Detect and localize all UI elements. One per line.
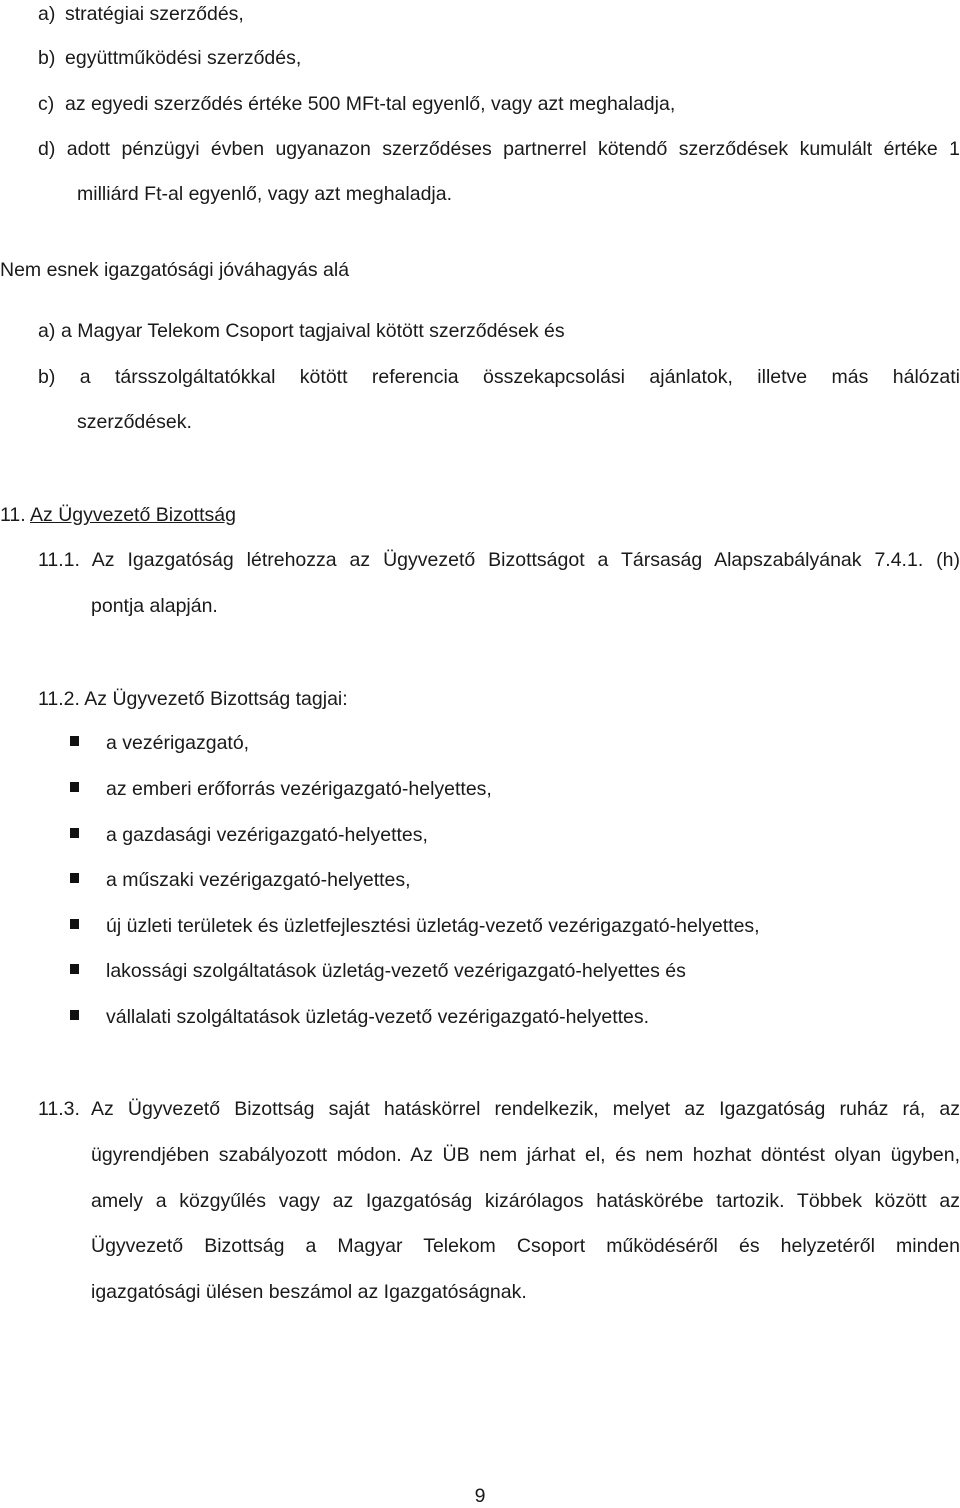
member-item: az emberi erőforrás vezérigazgató-helyettes, bbox=[106, 778, 492, 800]
paragraph-11-1 bbox=[38, 548, 960, 572]
approval-item-b bbox=[38, 46, 301, 70]
item-label: b) bbox=[38, 47, 56, 69]
item-text: együttműködési szerződés, bbox=[65, 47, 302, 69]
member-item: vállalati szolgáltatások üzletág-vezető vezérigazgató-helyettes. bbox=[106, 1006, 650, 1028]
paragraph-number: 11.1. bbox=[38, 549, 80, 571]
exemption-intro: Nem esnek igazgatósági jóváhagyás alá bbox=[0, 259, 350, 281]
paragraph-text: Az Ügyvezető Bizottság tagjai: bbox=[84, 688, 348, 710]
paragraph-line: Ügyvezető Bizottság a Magyar Telekom Csoport működéséről és helyzetéről minden bbox=[91, 1235, 960, 1257]
page-number: 9 bbox=[474, 1485, 486, 1507]
paragraph-line: igazgatósági ülésen beszámol az Igazgatóságnak. bbox=[91, 1281, 527, 1303]
item-label: b) bbox=[38, 366, 56, 388]
paragraph-11-2 bbox=[38, 687, 348, 711]
paragraph-text: Az Igazgatóság létrehozza az Ügyvezető Bizottságot a Társaság Alapszabályának 7.4.1. (h) bbox=[91, 549, 960, 571]
square-bullet-icon bbox=[70, 1010, 79, 1020]
item-label: d) bbox=[38, 138, 56, 160]
paragraph-line: Az Ügyvezető Bizottság saját hatáskörrel rendelkezik, melyet az Igazgatóság ruház rá, az bbox=[91, 1098, 960, 1120]
section-title: Az Ügyvezető Bizottság bbox=[30, 504, 236, 526]
paragraph-number: 11.3. bbox=[38, 1098, 80, 1120]
paragraph-line: ügyrendjében szabályozott módon. Az ÜB nem járhat el, és nem hozhat döntést olyan ügyben, bbox=[91, 1144, 960, 1166]
item-text: a társszolgáltatókkal kötött referencia összekapcsolási ajánlatok, illetve más hálózati bbox=[79, 366, 960, 388]
paragraph-number: 11.2. bbox=[38, 688, 80, 710]
square-bullet-icon bbox=[70, 736, 79, 746]
square-bullet-icon bbox=[70, 873, 79, 883]
approval-item-a bbox=[38, 2, 244, 26]
member-item: a vezérigazgató, bbox=[106, 732, 250, 754]
approval-item-d bbox=[38, 137, 960, 161]
item-label: a) bbox=[38, 3, 56, 25]
square-bullet-icon bbox=[70, 919, 79, 929]
member-item: a műszaki vezérigazgató-helyettes, bbox=[106, 869, 411, 891]
section-heading bbox=[0, 503, 236, 527]
item-text: az egyedi szerződés értéke 500 MFt-tal egyenlő, vagy azt meghaladja, bbox=[65, 93, 676, 115]
exemption-item-b bbox=[38, 365, 960, 389]
exemption-item-b-continuation: szerződések. bbox=[77, 411, 192, 433]
item-label: a) bbox=[38, 320, 56, 342]
approval-item-d-continuation: milliárd Ft-al egyenlő, vagy azt meghaladja. bbox=[77, 183, 453, 205]
approval-item-c bbox=[38, 92, 675, 116]
square-bullet-icon bbox=[70, 964, 79, 974]
member-item: lakossági szolgáltatások üzletág-vezető vezérigazgató-helyettes és bbox=[106, 960, 686, 982]
square-bullet-icon bbox=[70, 782, 79, 792]
item-label: c) bbox=[38, 93, 55, 115]
item-text: stratégiai szerződés, bbox=[65, 3, 244, 25]
paragraph-line: amely a közgyűlés vagy az Igazgatóság kizárólagos hatáskörébe tartozik. Többek között az bbox=[91, 1190, 960, 1212]
member-item: új üzleti területek és üzletfejlesztési üzletág-vezető vezérigazgató-helyettes, bbox=[106, 915, 760, 937]
section-number: 11. bbox=[0, 504, 26, 526]
member-item: a gazdasági vezérigazgató-helyettes, bbox=[106, 824, 428, 846]
item-text: adott pénzügyi évben ugyanazon szerződéses partnerrel kötendő szerződések kumulált értéke 1 bbox=[66, 138, 960, 160]
square-bullet-icon bbox=[70, 828, 79, 838]
item-text: a Magyar Telekom Csoport tagjaival kötött szerződések és bbox=[61, 320, 565, 342]
paragraph-11-1-continuation: pontja alapján. bbox=[91, 595, 218, 617]
exemption-item-a bbox=[38, 319, 565, 343]
